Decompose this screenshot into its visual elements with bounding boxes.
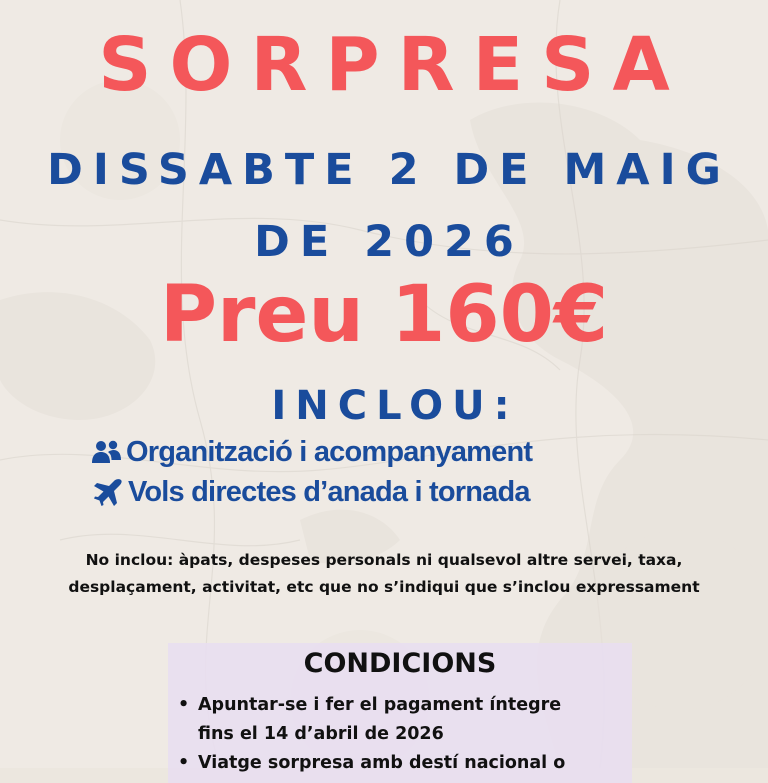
- conditions-item: [178, 691, 618, 749]
- conditions-box: [168, 643, 632, 783]
- includes-item-text: Vols directes d’anada i tornada: [128, 475, 530, 508]
- poster-title: SORPRESA: [98, 22, 688, 108]
- not-included-line2: desplaçament, activitat, etc que no s’indiqui que s’inclou expressament: [68, 578, 700, 596]
- conditions-list: [178, 691, 618, 778]
- conditions-item-line2: fins el 14 d’abril de 2026: [198, 724, 444, 744]
- not-included-note: [20, 547, 748, 601]
- conditions-item: [178, 749, 618, 778]
- includes-item-text: Organització i acompanyament: [126, 435, 533, 468]
- includes-heading: INCLOU:: [271, 383, 519, 429]
- includes-item: [92, 472, 532, 512]
- not-included-line1: No inclou: àpats, despeses personals ni qualsevol altre servei, taxa,: [85, 551, 683, 569]
- conditions-item-line1: Apuntar-se i fer el pagament íntegre: [198, 695, 562, 715]
- event-date: [0, 134, 768, 278]
- bullet-icon: •: [178, 695, 190, 715]
- conditions-item-line1: Viatge sorpresa amb destí nacional o: [198, 753, 566, 773]
- event-date-line1: DISSABTE 2 DE MAIG: [47, 145, 731, 195]
- price-label: Preu 160€: [159, 270, 609, 360]
- bullet-icon: •: [178, 753, 190, 773]
- users-icon: [92, 439, 122, 465]
- includes-item: [92, 432, 532, 472]
- airplane-icon: [92, 478, 124, 506]
- conditions-heading: CONDICIONS: [303, 648, 497, 679]
- event-date-line2: DE 2026: [254, 217, 524, 267]
- includes-list: [92, 432, 532, 512]
